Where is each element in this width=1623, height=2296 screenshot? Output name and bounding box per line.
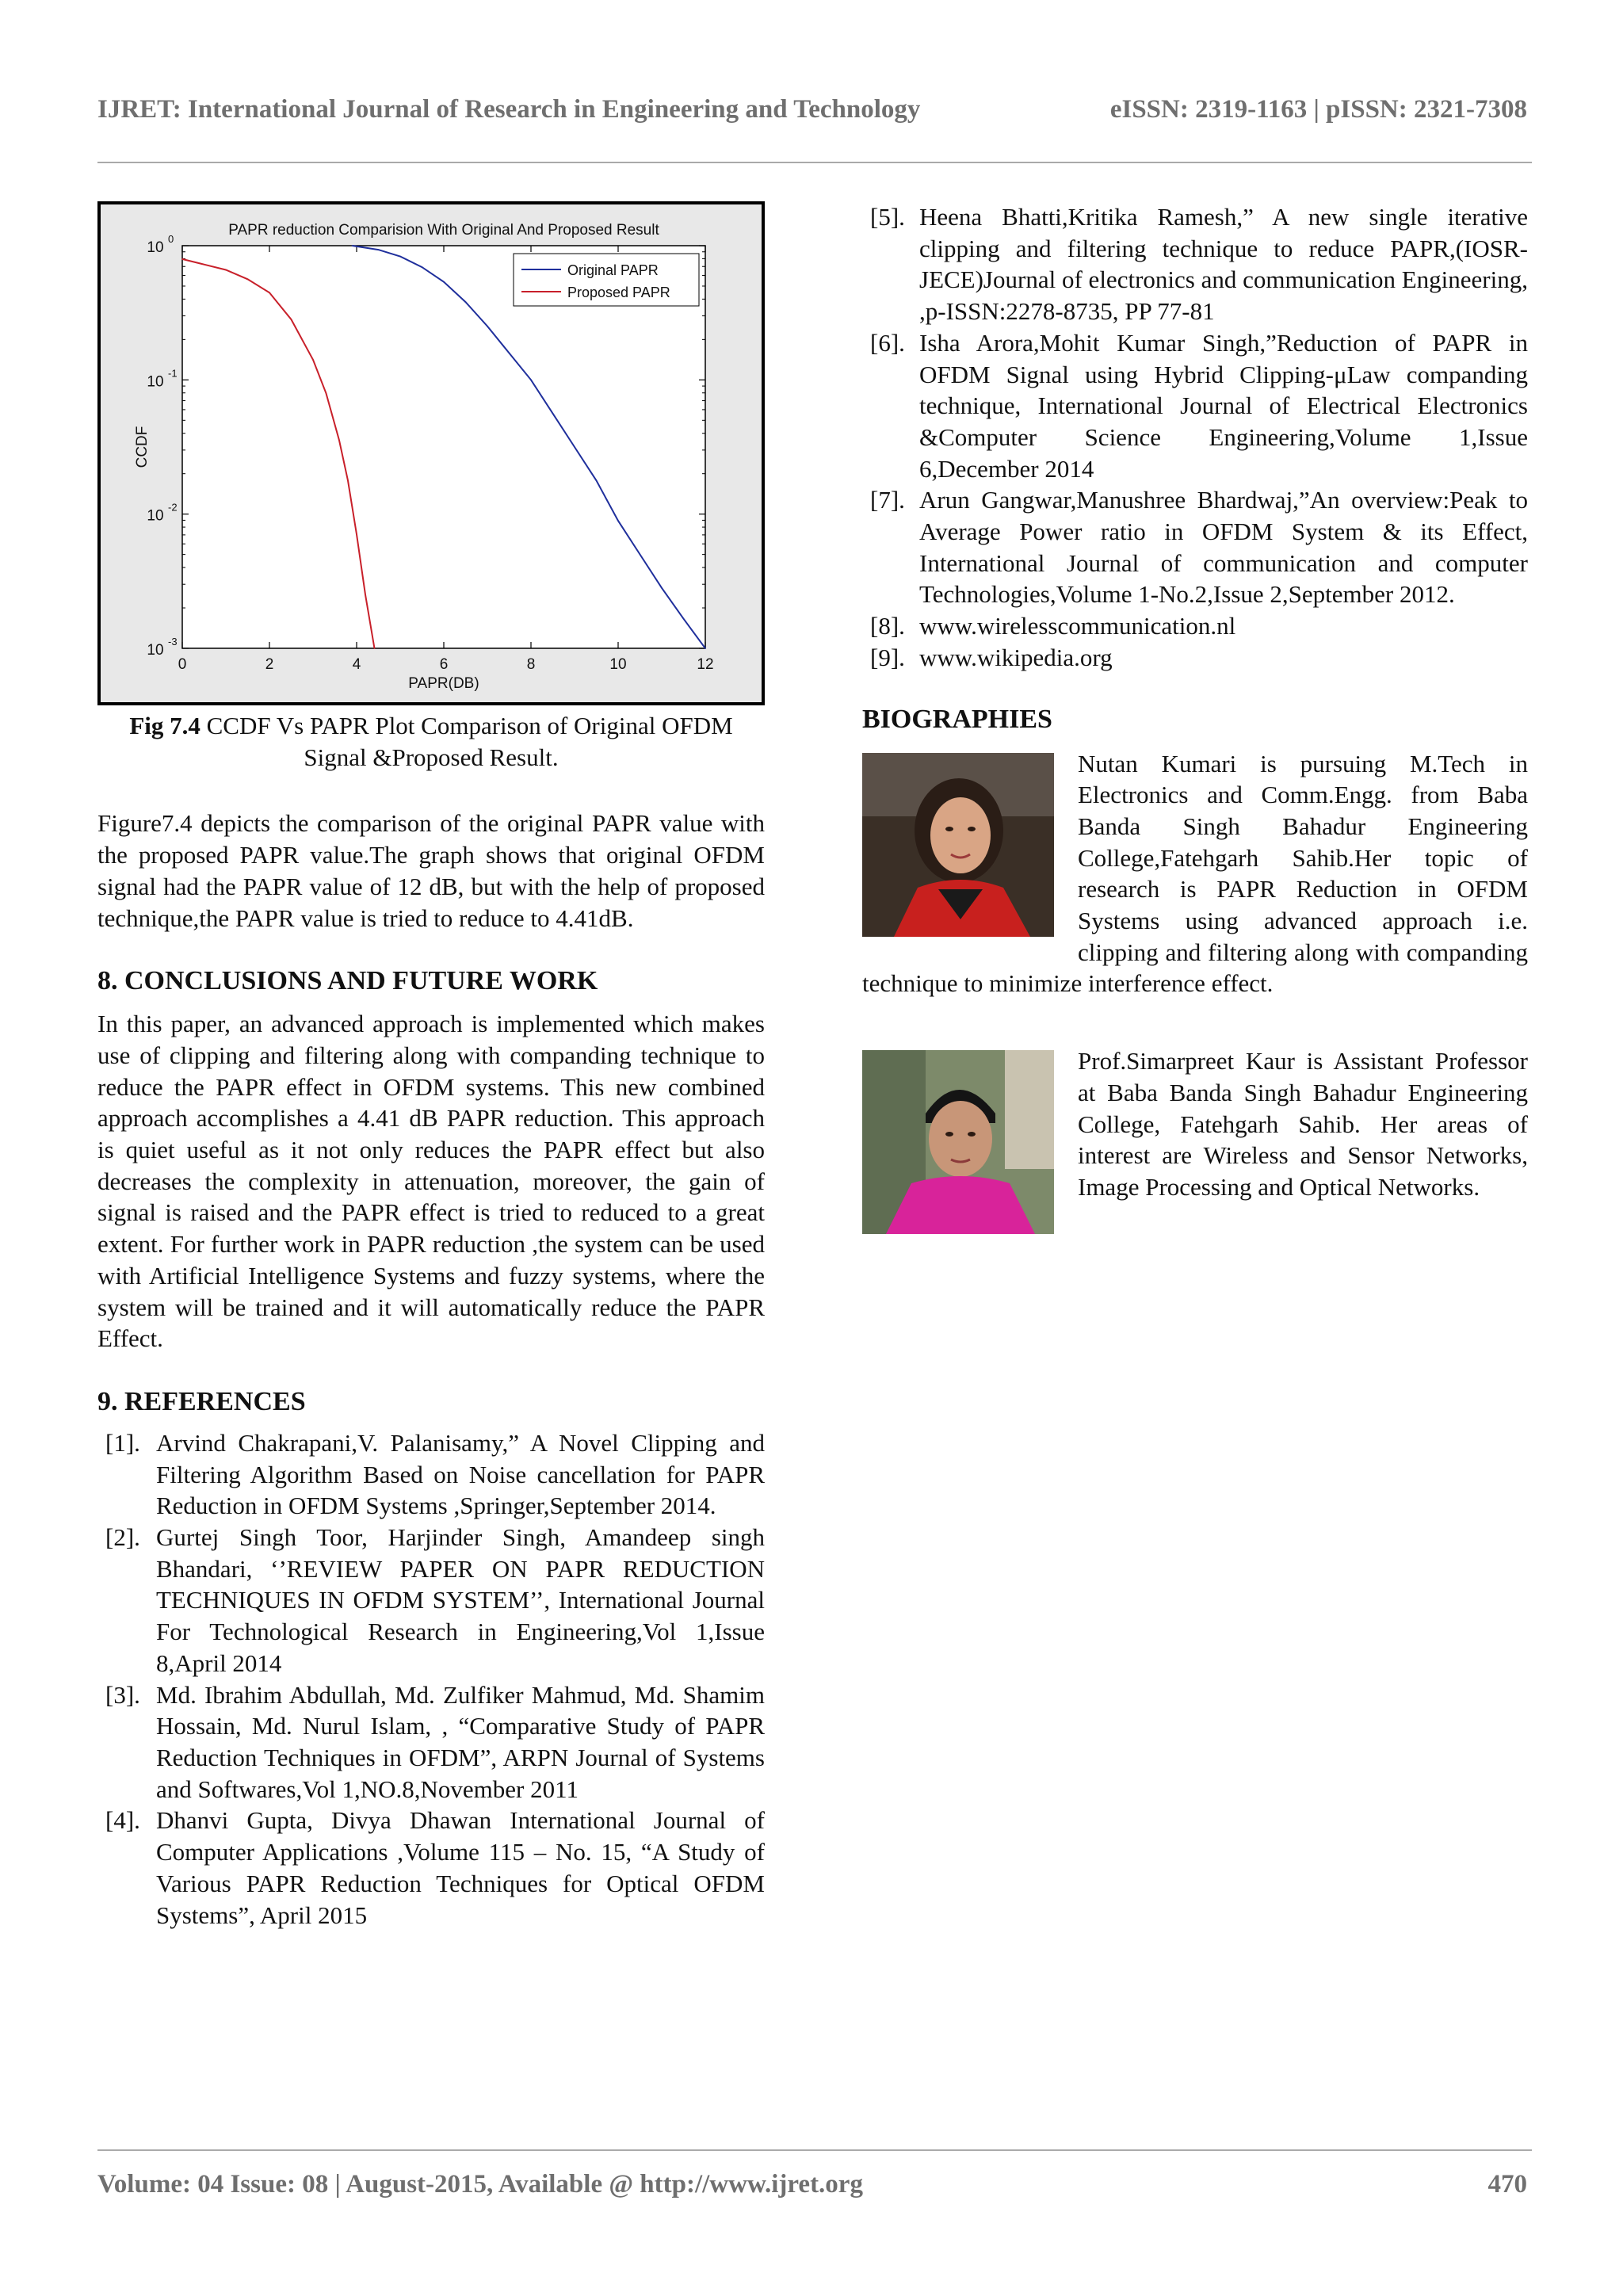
y-tick-label: 10 xyxy=(147,373,164,391)
data-point-0 xyxy=(465,301,467,303)
biography-1-text: Nutan Kumari is pursuing M.Tech in Electronics and Comm.Engg. from Baba Banda Singh Bahadur Engineering College,Fatehgarh Sahib.Her topic of research is PAPR Reduction in OFDM Systems using advanced approach i.e. clipping and filtering along with companding technique to minimize interference effect. xyxy=(862,749,1528,998)
data-point-0 xyxy=(443,281,445,283)
x-axis-label: PAPR(DB) xyxy=(408,675,479,692)
left-column xyxy=(97,201,765,1931)
references-list-right xyxy=(862,201,1528,674)
legend-label: Proposed PAPR xyxy=(567,285,670,300)
caption-text: CCDF Vs PAPR Plot Comparison of Original OFDM Signal &Proposed Result. xyxy=(206,712,733,771)
biography-2-text: Prof.Simarpreet Kaur is Assistant Professor at Baba Banda Singh Bahadur Engineering College, Fatehgarh Sahib. Her areas of interest are Wireless and Sensor Networks, Image Processing and Optical Networks. xyxy=(1078,1047,1528,1201)
biographies-heading: BIOGRAPHIES xyxy=(862,704,1052,734)
data-point-0 xyxy=(661,587,663,589)
y-tick-exponent: -3 xyxy=(168,636,178,648)
data-point-0 xyxy=(552,413,554,415)
x-tick-label: 0 xyxy=(178,656,187,673)
data-point-1 xyxy=(338,440,340,441)
data-point-1 xyxy=(356,533,357,535)
y-tick-exponent: 0 xyxy=(168,233,174,245)
data-point-1 xyxy=(181,258,183,260)
conclusion-heading: 8. CONCLUSIONS AND FUTURE WORK xyxy=(97,966,598,996)
y-tick-label: 10 xyxy=(147,239,164,256)
data-point-0 xyxy=(640,554,641,556)
data-point-0 xyxy=(399,256,401,258)
chart-title: PAPR reduction Comparision With Original And Proposed Result xyxy=(228,222,659,239)
data-point-0 xyxy=(705,648,706,649)
data-point-0 xyxy=(617,520,619,521)
reference-item: [1]. Arvind Chakrapani,V. Palanisamy,” A Novel Clipping and Filtering Algorithm Based on Noise cancellation for PAPR Reduction in OFDM Systems ,Springer,September 2014. xyxy=(105,1428,765,1520)
x-tick-label: 10 xyxy=(609,656,627,673)
data-point-1 xyxy=(365,594,366,595)
data-point-0 xyxy=(352,245,353,246)
reference-item: [7]. Arun Gangwar,Manushree Bhardwaj,”An overview:Peak to Average Power ratio in OFDM System & its Effect, International Journal of communication and computer Technologies,Volume 1-No.2,Issue 2,September 2012. xyxy=(870,486,1528,609)
data-point-0 xyxy=(487,326,488,327)
data-point-1 xyxy=(347,480,349,482)
data-point-1 xyxy=(291,319,292,320)
y-tick-label: 10 xyxy=(147,507,164,525)
figure-caption xyxy=(97,710,765,773)
data-point-1 xyxy=(312,359,314,361)
data-point-0 xyxy=(509,353,510,354)
x-tick-label: 6 xyxy=(439,656,449,673)
y-axis-label: CCDF xyxy=(134,426,151,468)
references-heading: 9. REFERENCES xyxy=(97,1386,306,1416)
data-point-0 xyxy=(530,380,532,381)
biography-2 xyxy=(862,1045,1528,1239)
reference-item: [4]. Dhanvi Gupta, Divya Dhawan International Journal of Computer Applications ,Volume 115 – No. 15, “A Study of Various PAPR Reduction Techniques for Optical OFDM Systems”, April 2015 xyxy=(105,1806,765,1929)
data-point-0 xyxy=(574,446,575,448)
data-point-0 xyxy=(596,480,598,482)
legend-label: Original PAPR xyxy=(567,262,659,278)
data-point-1 xyxy=(204,264,205,266)
caption-label: Fig 7.4 xyxy=(129,712,200,739)
journal-title: IJRET: International Journal of Research in Engineering and Technology xyxy=(97,95,921,124)
reference-item: [9]. www.wikipedia.org xyxy=(870,643,1113,671)
figure-description: Figure7.4 depicts the comparison of the original PAPR value with the proposed PAPR value.The graph shows that original OFDM signal had the PAPR value of 12 dB, but with the help of proposed technique,the PAPR value is tried to reduce to 4.41dB. xyxy=(97,809,765,932)
data-point-1 xyxy=(269,292,270,293)
right-column xyxy=(862,201,1528,1239)
footer-rule xyxy=(97,2149,1532,2151)
data-point-1 xyxy=(326,392,327,394)
issn-text: eISSN: 2319-1163 | pISSN: 2321-7308 xyxy=(1109,95,1527,124)
x-tick-label: 8 xyxy=(526,656,536,673)
header-rule xyxy=(97,162,1532,163)
figure-7-4 xyxy=(97,201,765,705)
y-tick-exponent: -2 xyxy=(168,501,178,514)
reference-item: [5]. Heena Bhatti,Kritika Ramesh,” A new single iterative clipping and filtering technique to reduce PAPR,(IOSR-JECE)Journal of electronics and communication Engineering, ,p-ISSN:2278-8735, PP 77-81 xyxy=(870,203,1528,326)
author-photo-simarpreet xyxy=(862,1050,1054,1234)
references-list-left xyxy=(97,1427,765,1931)
y-tick-exponent: -1 xyxy=(168,367,178,380)
ccdf-chart xyxy=(101,204,762,702)
page-number: 470 xyxy=(1487,2170,1527,2199)
reference-item: [6]. Isha Arora,Mohit Kumar Singh,”Reduction of PAPR in OFDM Signal using Hybrid Clipping-μLaw companding technique, International Journal of Electrical Electronics &Computer Science Engineering,Volume 1,Issue 6,December 2014 xyxy=(870,328,1528,483)
data-point-1 xyxy=(225,269,227,271)
reference-item: [2]. Gurtej Singh Toor, Harjinder Singh, Amandeep singh Bhandari, ‘’REVIEW PAPER ON PAPR REDUCTION TECHNIQUES IN OFDM SYSTEM’’, International Journal For Technological Research in Engineering,Vol 1,Issue 8,April 2014 xyxy=(105,1523,765,1677)
reference-item: [8]. www.wirelesscommunication.nl xyxy=(870,612,1236,640)
conclusion-text: In this paper, an advanced approach is implemented which makes use of clipping and filtering along with companding technique to reduce the PAPR effect in OFDM systems. This new combined approach accomplishes a 4.41 dB PAPR reduction. This approach is quiet useful as it not only reduces the PAPR effect but also decreases the complexity in attenuation, moreover, the gain of signal is raised and the PAPR effect is tried to reduced to a great extent. For further work in PAPR reduction ,the system can be used with Artificial Intelligence Systems and fuzzy systems, where the system will be trained and it will automatically reduce the PAPR Effect. xyxy=(97,1010,765,1353)
y-tick-label: 10 xyxy=(147,642,164,659)
x-tick-label: 12 xyxy=(697,656,714,673)
x-tick-label: 4 xyxy=(352,656,361,673)
footer-volume: Volume: 04 Issue: 08 | August-2015, Available @ http://www.ijret.org xyxy=(97,2170,863,2199)
x-tick-label: 2 xyxy=(265,656,274,673)
data-point-1 xyxy=(374,648,376,649)
biography-1 xyxy=(862,748,1528,1000)
author-photo-nutan xyxy=(862,753,1054,937)
reference-item: [3]. Md. Ibrahim Abdullah, Md. Zulfiker Mahmud, Md. Shamim Hossain, Md. Nurul Islam, , “Comparative Study of PAPR Reduction Techniques in OFDM”, ARPN Journal of Systems and Softwares,Vol 1,NO.8,November 2011 xyxy=(105,1680,765,1803)
data-point-0 xyxy=(683,618,685,620)
data-point-0 xyxy=(422,266,423,268)
page-header xyxy=(97,95,1527,135)
data-point-1 xyxy=(247,279,249,281)
data-point-0 xyxy=(378,249,380,250)
